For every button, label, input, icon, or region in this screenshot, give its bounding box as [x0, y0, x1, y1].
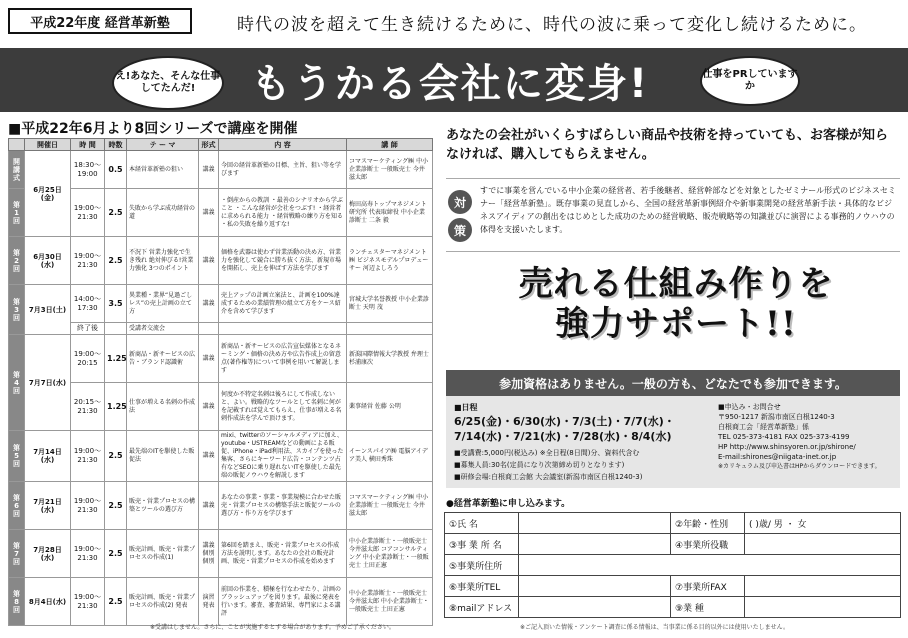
age-label: ②年齢・性別: [671, 513, 745, 534]
session-date: 7月14日(水): [25, 431, 71, 482]
session-lecturer: コマスマーケティング㈱ 中小企業診断士 一般販売士 今井滋太郎: [347, 482, 433, 530]
contact-note: ※カリキュラム及び申込書はHPからダウンロードできます。: [718, 463, 881, 470]
info-box: [446, 396, 900, 488]
header-cell: [9, 139, 25, 151]
catchphrase: 時代の波を超えて生き続けるために、時代の波に乗って変化し続けるために。: [237, 15, 867, 35]
schedule-header-row: [9, 139, 433, 151]
speech-bubble-left: え!あなた、そんな仕事してたんだ!: [112, 56, 224, 110]
session-hours: 2.5: [105, 237, 127, 285]
session-form: 講義: [199, 285, 219, 323]
session-index: 第5回: [9, 431, 25, 482]
session-form: 講義: [199, 383, 219, 431]
form-row: [445, 513, 901, 534]
brush-line-1: 売れる仕組み作りを: [518, 264, 834, 304]
session-form: 演習 発表: [199, 578, 219, 626]
session-content: 何度か不特定名刺は後ろにして作成しないと、よい。戦略的なツールとして名刺に何がを記載すれば覚えてもらえ、仕事が増える名刺作成法を学んで頂けます。: [219, 383, 347, 431]
session-index: 第2回: [9, 237, 25, 285]
contact-tel: TEL 025-373-4181 FAX 025-373-4199: [718, 433, 850, 441]
dates-list: 6/25(金)・6/30(水)・7/3(土)・7/7(水)・7/14(水)・7/21(水)・7/28(水)・8/4(水): [454, 415, 675, 443]
session-content: 新商品・新サービスの広告宣伝媒体となるネーミング・価格の決め方や広告作成上の留意点(著作権等)について事例を用いて解説します: [219, 335, 347, 383]
strategy-text: すでに事業を営んでいる中小企業の経営者、若手後継者、経営幹部などを対象としたゼミナール形式のビジネスセミナー「経営革新塾」。既存事業の見直しから、全国の経営革新事例紹介や新事業開発の経営革新手法・具体的なビジネスアイディアの創出をはじめとした成功のための経営戦略、販売戦略等の知識並びに演習による事務的ノウハウの体得を支援いたします。: [480, 186, 896, 234]
session-date: 6月30日(水): [25, 237, 71, 285]
session-lecturer: イーンスパイア㈱ 電脳アイデア美人 横田秀珠: [347, 431, 433, 482]
header-cell: 時 間: [71, 139, 105, 151]
brush-line-2: 強力サポート!!: [555, 304, 797, 344]
series-tag: 平成22年度 経営革新塾: [8, 8, 192, 34]
banner-title: もうかる会社に変身!: [250, 61, 650, 107]
role-label: ④事業所役職: [671, 534, 745, 555]
fax-label: ⑦事業所FAX: [671, 576, 745, 597]
dates-label: ■日程: [454, 403, 478, 412]
session-form: 講義 個別 個別: [199, 530, 219, 578]
session-lecturer: 梅田高寿トップマネジメント研究所 代表取締役 中小企業診断士 二条 毅: [347, 189, 433, 237]
header-cell: 講 師: [347, 139, 433, 151]
session-hours: 2.5: [105, 530, 127, 578]
table-row: [9, 237, 433, 285]
table-row: [9, 285, 433, 323]
session-date: 7月21日(水): [25, 482, 71, 530]
session-date: 7月3日(土): [25, 285, 71, 335]
session-time: 19:00〜21:30: [71, 482, 105, 530]
role-field[interactable]: [745, 534, 901, 555]
session-content: ・倒産からの教訓 ・最善のシナリオから学ぶこと ・こんな経営が会社をつぶす! ・経営者に求められる能力 ・経営戦略の練り方を知る ・私の失敗を繰り返すな!: [219, 189, 347, 237]
session-date: 7月7日(水): [25, 335, 71, 431]
contact-title: ■申込み・お問合せ: [718, 403, 781, 411]
form-row: [445, 576, 901, 597]
session-lecturer: 薬事経営 佐藤 公明: [347, 383, 433, 431]
session-time: 19:00〜21:30: [71, 530, 105, 578]
session-theme: 不況下 営業力強化で生き残れ 絶対伸びる!営業力強化 3つのポイント: [127, 237, 199, 285]
session-time: 14:00〜17:30: [71, 285, 105, 323]
header-cell: テ ー マ: [127, 139, 199, 151]
fax-field[interactable]: [745, 576, 901, 597]
session-time: 終了後: [71, 323, 105, 335]
session-theme: 新商品・新サービスの広告・ブランド認識術: [127, 335, 199, 383]
session-form: 講義: [199, 151, 219, 189]
industry-field[interactable]: [745, 597, 901, 618]
table-row: [9, 189, 433, 237]
schedule-footnote: ※受講はしません。さらに、ことが実施するとする場合があります。予めご了承ください。: [150, 624, 395, 631]
session-time: 19:00〜20:15: [71, 335, 105, 383]
session-hours: 3.5: [105, 285, 127, 323]
session-theme: 販売・営業プロセスの構築とツールの選び方: [127, 482, 199, 530]
contact-hp-link[interactable]: HP http://www.shinsyoren.or.jp/shirone/: [718, 443, 856, 451]
mail-label: ⑧mailアドレス: [445, 597, 519, 618]
session-theme: 仕事が増える名刺の作成法: [127, 383, 199, 431]
session-theme: 失敗から学ぶ成功経営の道: [127, 189, 199, 237]
session-time: 19:00〜21:30: [71, 431, 105, 482]
session-theme: 最先端のITを駆使した販促法: [127, 431, 199, 482]
table-row: [9, 323, 433, 335]
session-hours: [105, 323, 127, 335]
session-time: 19:00〜21:30: [71, 237, 105, 285]
session-form: 講義: [199, 189, 219, 237]
session-time: 20:15〜21:30: [71, 383, 105, 431]
mail-field[interactable]: [519, 597, 671, 618]
session-content: 今回の経営革新塾の目標、主旨、狙い等を学びます: [219, 151, 347, 189]
privacy-note: ※ご記入頂いた情報・アンケート調査に係る情報は、当事業に係る目的以外には使用いたしません。: [520, 624, 790, 631]
table-row: [9, 578, 433, 626]
table-row: [9, 335, 433, 383]
session-time: 19:00〜21:30: [71, 578, 105, 626]
table-row: [9, 431, 433, 482]
session-content: [219, 323, 347, 335]
strategy-badge-1: 対: [448, 190, 472, 214]
industry-label: ⑨業 種: [671, 597, 745, 618]
name-field[interactable]: [519, 513, 671, 534]
session-lecturer: 中小企業診断士・一般販売士 今井滋太郎 中小企業診断士・一般販売士 土田正憲: [347, 578, 433, 626]
table-row: [9, 482, 433, 530]
header-cell: 形式: [199, 139, 219, 151]
session-time: 19:00〜21:30: [71, 189, 105, 237]
session-hours: 2.5: [105, 482, 127, 530]
form-row: [445, 534, 901, 555]
contact-org: 白根商工会「経営革新塾」係: [718, 423, 809, 431]
lead-text: あなたの会社がいくらすばらしい商品や技術を持っていても、お客様が知らなければ、購入してもらえません。: [446, 128, 889, 162]
session-content: 第6回を踏まえ、販売・営業プロセスの作成方法を説明します。あなたの会社の販売計画、販売・営業プロセスの作成を始めます: [219, 530, 347, 578]
contact-block: [718, 402, 896, 472]
table-row: [9, 530, 433, 578]
session-form: 講義: [199, 335, 219, 383]
session-hours: 1.25: [105, 383, 127, 431]
session-lecturer: 新潟国際情報大学教授 弁理士 杉浦康次: [347, 335, 433, 383]
session-index: 第8回: [9, 578, 25, 626]
session-lecturer: ランチェスターマネジメント㈱ ビジネスモデルプロデューサー 河辺よしろう: [347, 237, 433, 285]
session-content: 価格を武器は使わず営業活動の決め方、営業力を強化して競合に勝ち抜く方法、新規市場を開拓し、売上を伸ばす方法を学びます: [219, 237, 347, 285]
venue-text: ■研修会場:白根商工会館 大会議室(新潟市南区白根1240-3): [454, 473, 643, 481]
brush-headline: [452, 264, 900, 344]
session-index: 第4回: [9, 335, 25, 431]
name-label: ①氏 名: [445, 513, 519, 534]
session-form: 講義: [199, 431, 219, 482]
session-theme: 販売計画、販売・営業プロセスの作成(2) 発表: [127, 578, 199, 626]
session-lecturer: 中小企業診断士・一般販売士 今井滋太郎 コアコンサルティング 中小企業診断士・一般販売士 土田正憲: [347, 530, 433, 578]
session-theme: 受講者交流会: [127, 323, 199, 335]
strategy-badge-2: 策: [448, 218, 472, 242]
strategy-block: [446, 178, 900, 252]
divider: [446, 178, 900, 179]
age-gender-field[interactable]: ( )歳/ 男 ・ 女: [745, 513, 901, 534]
session-date: 7月28日(水): [25, 530, 71, 578]
table-row: [9, 151, 433, 189]
header-cell: 開催日: [25, 139, 71, 151]
form-row: [445, 597, 901, 618]
session-hours: 2.5: [105, 578, 127, 626]
tel-field[interactable]: [519, 576, 671, 597]
header-cell: 内 容: [219, 139, 347, 151]
session-index: 開講式: [9, 151, 25, 189]
session-hours: 2.5: [105, 431, 127, 482]
session-theme: 本経営革新塾の狙い: [127, 151, 199, 189]
application-title: ●経営革新塾に申し込みます。: [446, 499, 571, 509]
contact-email-link[interactable]: E-mail:shirones@niigata-inet.or.jp: [718, 453, 837, 461]
session-theme: 異業種・業界“見過ごしレス”の売上計画の立て方: [127, 285, 199, 323]
session-index: 第3回: [9, 285, 25, 335]
speech-bubble-right: 仕事をPRしていますか: [700, 56, 800, 106]
session-hours: 0.5: [105, 151, 127, 189]
divider: [446, 251, 900, 252]
session-lecturer: コマスマーケティング㈱ 中小企業診断士 一般販売士 今井滋太郎: [347, 151, 433, 189]
session-date: 8月4日(水): [25, 578, 71, 626]
session-form: [199, 323, 219, 335]
session-time: 18:30〜19:00: [71, 151, 105, 189]
session-content: 売上アップの計画立案法と、計画を100%達成するための業績管理の組立て方をケース紹介を含めて学びます: [219, 285, 347, 323]
session-lecturer: 宮城大学名誉教授 中小企業診断士 天明 茂: [347, 285, 433, 323]
session-index: 第7回: [9, 530, 25, 578]
session-form: 講義: [199, 482, 219, 530]
table-row: [9, 383, 433, 431]
form-row: [445, 555, 901, 576]
application-form: [444, 512, 901, 618]
schedule-table: [8, 138, 433, 626]
session-theme: 販売計画、販売・営業プロセスの作成(1): [127, 530, 199, 578]
tel-label: ⑥事業所TEL: [445, 576, 519, 597]
fee-text: ■受講費:5,000円(税込み) ※全日程(8日間)分、資料代含む: [454, 449, 640, 457]
address-label: ⑤事業所住所: [445, 555, 519, 576]
session-lecturer: [347, 323, 433, 335]
session-date: 6月25日(金): [25, 151, 71, 237]
address-field[interactable]: [519, 555, 901, 576]
session-hours: 2.5: [105, 189, 127, 237]
session-index: 第1回: [9, 189, 25, 237]
capacity-text: ■募集人員:30名(定員になり次第締め切りとなります): [454, 461, 625, 469]
session-hours: 1.25: [105, 335, 127, 383]
contact-address: 〒950-1217 新潟市南区白根1240-3: [718, 413, 835, 421]
session-content: あなたの事業・事業・事業規模に合わせた販売・営業プロセスの構築手法と販促ツールの選び方・作り方を学びます: [219, 482, 347, 530]
session-content: 前回の作業を、積極を行なわせたり、計画のブラッシュアップを図ります。最後に発表を行います。審査、審査結果、専門家による講評: [219, 578, 347, 626]
qualification-bar: 参加資格はありません。一般の方も、どなたでも参加できます。: [446, 370, 900, 396]
business-name-field[interactable]: [519, 534, 671, 555]
header-cell: 時数: [105, 139, 127, 151]
session-form: 講義: [199, 237, 219, 285]
schedule-title: ■平成22年6月より8回シリーズで講座を開催: [8, 121, 298, 137]
session-index: 第6回: [9, 482, 25, 530]
business-name-label: ③事 業 所 名: [445, 534, 519, 555]
session-content: mixi、twitterのソーシャルメディアに加え、youtube・USTREAMなどの動画による販促、iPhone・iPad利用法、スカイプを使った集客、さらにキーワード広告・コンテンツ占有などSEOに乗り遅れないITを駆使した最先端の販促ノウハウを解説します: [219, 431, 347, 482]
